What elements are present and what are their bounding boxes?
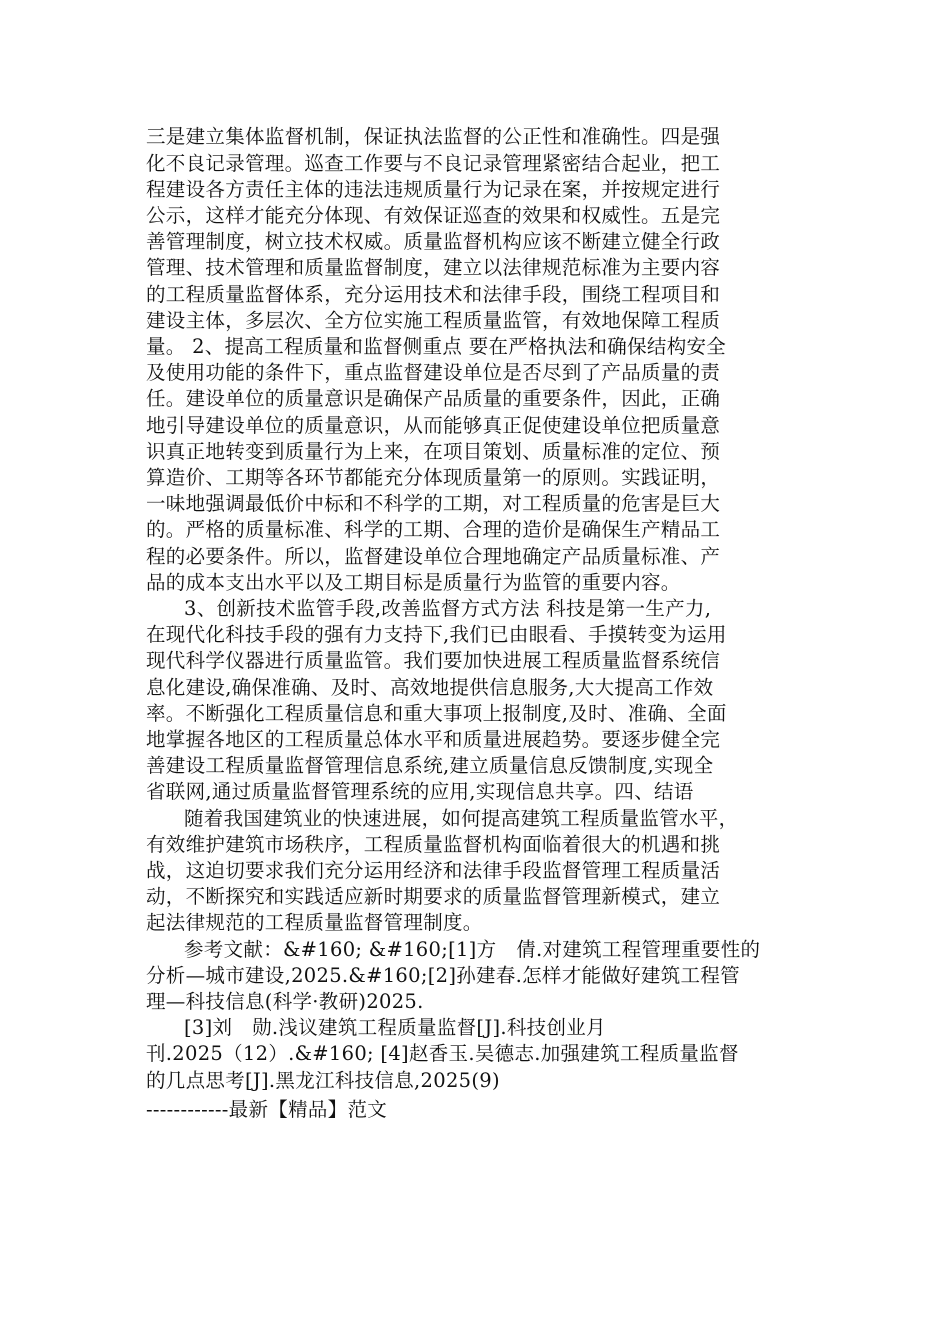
- text-line: 息化建设,确保准确、及时、高效地提供信息服务,大大提高工作效: [146, 676, 714, 699]
- text-line: 善管理制度，树立技术权威。质量监督机构应该不断建立健全行政: [146, 230, 721, 253]
- text-line: 品的成本支出水平以及工期目标是质量行为监管的重要内容。: [146, 571, 681, 594]
- text-line: 分析—城市建设,2025.&#160;[2]孙建春.怎样才能做好建筑工程管: [146, 964, 740, 987]
- text-line: 算造价、工期等各环节都能充分体现质量第一的原则。实践证明，: [146, 466, 721, 489]
- text-line: 3、创新技术监管手段,改善监督方式方法 科技是第一生产力,: [184, 597, 712, 620]
- text-line: 程的必要条件。所以，监督建设单位合理地确定产品质量标准、产: [146, 545, 721, 568]
- text-line: 省联网,通过质量监督管理系统的应用,实现信息共享。四、结语: [146, 780, 694, 803]
- text-line: 及使用功能的条件下，重点监督建设单位是否尽到了产品质量的责: [146, 361, 721, 384]
- text-line: 的工程质量监督体系，充分运用技术和法律手段，围绕工程项目和: [146, 283, 721, 306]
- text-line: [3]刘 勋.浅议建筑工程质量监督[J].科技创业月: [184, 1016, 606, 1039]
- text-line: 管理、技术管理和质量监督制度，建立以法律规范标准为主要内容: [146, 256, 721, 279]
- text-line: 率。不断强化工程质量信息和重大事项上报制度,及时、准确、全面: [146, 702, 727, 725]
- text-line: 地引导建设单位的质量意识，从而能够真正促使建设单位把质量意: [146, 414, 721, 437]
- text-line: 随着我国建筑业的快速进展，如何提高建筑工程质量监管水平，: [184, 807, 739, 830]
- text-line: 起法律规范的工程质量监督管理制度。: [146, 911, 483, 934]
- text-line: 战，这迫切要求我们充分运用经济和法律手段监督管理工程质量活: [146, 859, 721, 882]
- text-line: 程建设各方责任主体的违法违规质量行为记录在案，并按规定进行: [146, 178, 721, 201]
- text-line: 一味地强调最低价中标和不科学的工期，对工程质量的危害是巨大: [146, 492, 721, 515]
- text-line: 地掌握各地区的工程质量总体水平和质量进展趋势。要逐步健全完: [146, 728, 721, 751]
- text-line: 公示，这样才能充分体现、有效保证巡查的效果和权威性。五是完: [146, 204, 721, 227]
- text-line: 刊.2025（12）.&#160; [4]赵香玉.吴德志.加强建筑工程质量监督: [146, 1042, 739, 1065]
- text-line: 动，不断探究和实践适应新时期要求的质量监督管理新模式，建立: [146, 885, 721, 908]
- text-line: 的几点思考[J].黑龙江科技信息,2025(9): [146, 1069, 500, 1092]
- text-line: 参考文献：&#160; &#160;[1]方 倩.对建筑工程管理重要性的: [184, 938, 761, 961]
- text-line: 在现代化科技手段的强有力支持下,我们已由眼看、手摸转变为运用: [146, 623, 727, 646]
- text-line: 识真正地转变到质量行为上来，在项目策划、质量标准的定位、预: [146, 440, 721, 463]
- text-line: 三是建立集体监督机制，保证执法监督的公正性和准确性。四是强: [146, 125, 721, 148]
- text-line: 善建设工程质量监督管理信息系统,建立质量信息反馈制度,实现全: [146, 754, 714, 777]
- text-line: 建设主体，多层次、全方位实施工程质量监管，有效地保障工程质: [146, 309, 721, 332]
- text-line: 任。建设单位的质量意识是确保产品质量的重要条件，因此，正确: [146, 387, 721, 410]
- text-line: 现代科学仪器进行质量监管。我们要加快进展工程质量监督系统信: [146, 649, 721, 672]
- footer-text: ------------最新【精品】范文: [146, 1098, 388, 1121]
- text-line: 理—科技信息(科学·教研)2025.: [146, 990, 424, 1013]
- text-line: 量。 2、提高工程质量和监督侧重点 要在严格执法和确保结构安全: [146, 335, 727, 358]
- text-line: 的。严格的质量标准、科学的工期、合理的造价是确保生产精品工: [146, 518, 721, 541]
- text-line: 化不良记录管理。巡查工作要与不良记录管理紧密结合起业，把工: [146, 152, 721, 175]
- text-line: 有效维护建筑市场秩序，工程质量监督机构面临着很大的机遇和挑: [146, 833, 721, 856]
